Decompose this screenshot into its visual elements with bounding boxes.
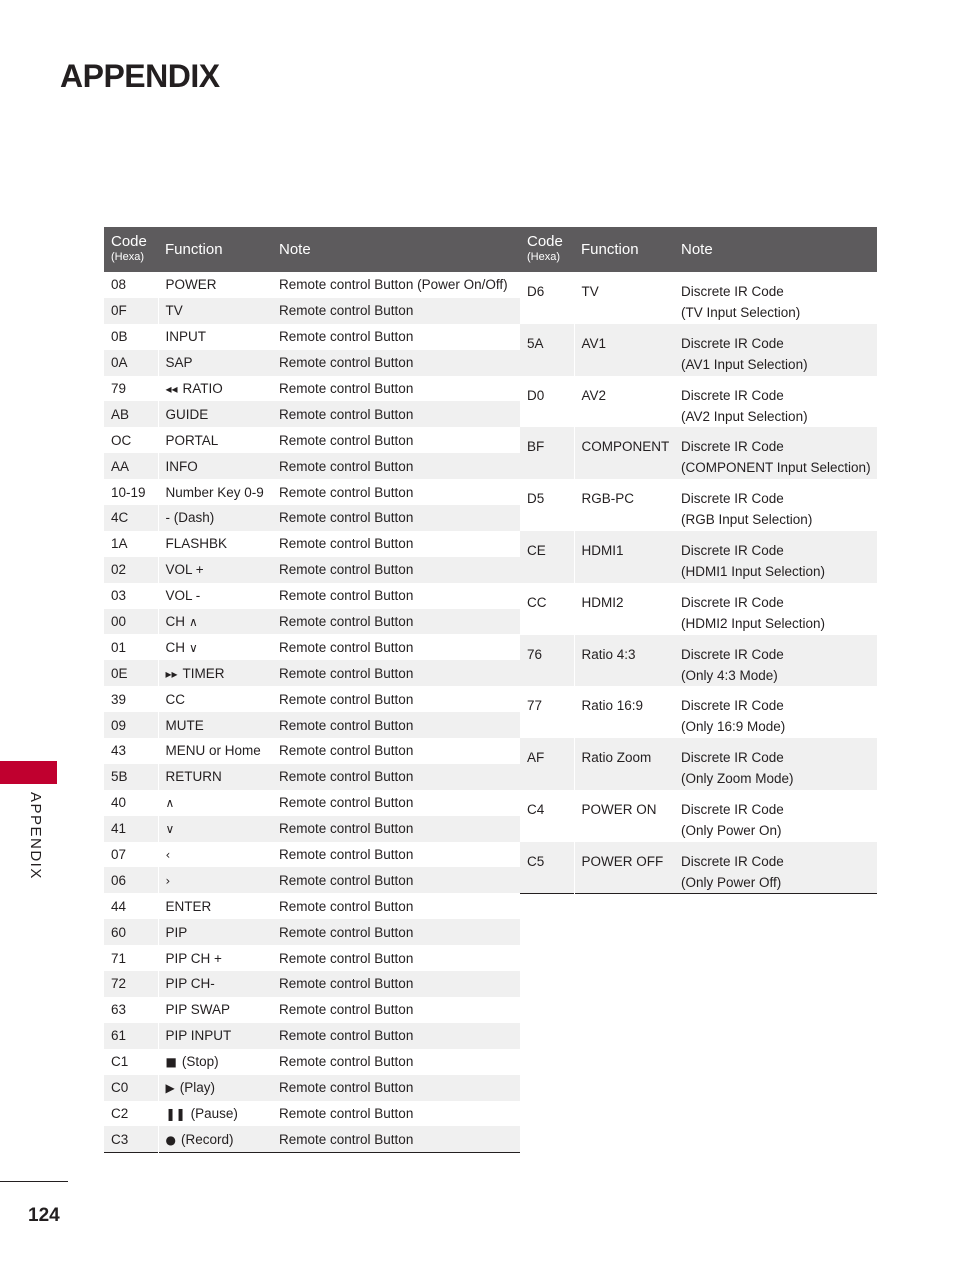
note-cell	[674, 583, 877, 635]
function-label: (Record)	[180, 1131, 234, 1147]
code-cell: 1A	[104, 531, 158, 557]
page-divider	[0, 1181, 68, 1182]
function-label: PIP CH +	[165, 950, 222, 966]
function-cell	[158, 634, 272, 660]
play-icon: ▶	[165, 1081, 175, 1096]
function-label: CH	[165, 639, 185, 655]
function-cell	[158, 842, 272, 868]
note-detail: (AV1 Input Selection)	[681, 356, 808, 372]
function-label: RATIO	[182, 381, 223, 396]
note-line: Discrete IR Code	[681, 646, 784, 662]
note-cell: Remote control Button	[272, 609, 520, 635]
code-cell: BF	[520, 427, 574, 479]
note-detail: (Only 16:9 Mode)	[681, 719, 786, 735]
table-row	[104, 660, 520, 686]
code-cell: 76	[520, 635, 574, 687]
table-row	[104, 350, 520, 376]
note-cell: Remote control Button	[279, 588, 414, 604]
table-row	[104, 505, 520, 531]
note-cell: Remote control Button	[279, 536, 414, 552]
function-label: CC	[165, 691, 185, 707]
code-cell: 77	[520, 686, 574, 738]
code-cell: 0B	[104, 324, 158, 350]
code-cell: 02	[104, 557, 158, 583]
code-cell: 72	[104, 971, 158, 997]
table-row	[104, 867, 520, 893]
code-cell: AB	[104, 401, 158, 427]
function-cell	[158, 427, 272, 453]
note-cell: Remote control Button	[272, 1075, 520, 1101]
header-code: Code (Hexa)	[104, 227, 158, 272]
header-note: Note	[674, 227, 877, 272]
chevron-up-icon: ∧	[165, 796, 175, 811]
note-cell: Remote control Button	[272, 505, 520, 531]
function-label: GUIDE	[165, 406, 209, 422]
pause-icon: ❚❚	[165, 1106, 186, 1121]
note-detail: (TV Input Selection)	[681, 305, 801, 320]
note-cell: Remote control Button	[272, 350, 520, 376]
note-cell: Remote control Button	[279, 950, 414, 966]
code-cell: D0	[520, 376, 574, 428]
code-cell: 00	[104, 609, 158, 635]
ir-code-table-left	[104, 227, 520, 1153]
table-row	[104, 376, 520, 402]
note-cell: Remote control Button	[279, 1105, 414, 1121]
table-row	[104, 1049, 520, 1075]
code-cell: C5	[520, 842, 574, 894]
function-label: - (Dash)	[165, 510, 215, 526]
note-detail: (Only 4:3 Mode)	[681, 667, 778, 683]
function-cell	[158, 324, 272, 350]
table-row	[104, 842, 520, 868]
code-cell: C1	[104, 1049, 158, 1075]
function-cell	[158, 893, 272, 919]
function-cell	[158, 531, 272, 557]
function-label: VOL -	[165, 588, 201, 604]
header-note: Note	[272, 227, 520, 272]
note-cell	[674, 272, 877, 324]
table-row	[104, 609, 520, 635]
chevron-up-icon: ∧	[189, 615, 198, 630]
function-cell	[158, 945, 272, 971]
function-label: (Play)	[179, 1080, 215, 1096]
function-label: INPUT	[165, 329, 206, 345]
function-cell	[158, 376, 272, 402]
function-cell	[158, 479, 272, 505]
code-cell: 4C	[104, 505, 158, 531]
function-cell	[158, 401, 272, 427]
function-cell	[158, 764, 272, 790]
note-cell: Remote control Button	[272, 660, 520, 686]
note-cell	[674, 790, 877, 842]
code-cell: 39	[104, 686, 158, 712]
table-row	[520, 427, 877, 479]
function-cell: POWER OFF	[574, 842, 674, 894]
table-row	[520, 790, 877, 842]
function-cell	[158, 453, 272, 479]
table-row	[104, 427, 520, 453]
table-row	[104, 997, 520, 1023]
note-cell: Remote control Button	[279, 847, 414, 863]
code-cell: 0E	[104, 660, 158, 686]
function-cell	[158, 1101, 272, 1127]
table-row	[104, 1126, 520, 1152]
note-detail: (HDMI1 Input Selection)	[681, 563, 826, 579]
code-cell: 0F	[104, 298, 158, 324]
note-cell: Remote control Button	[279, 898, 414, 914]
side-section-label: APPENDIX	[27, 792, 44, 880]
table-row	[520, 583, 877, 635]
fast-forward-icon: ▸▸	[165, 666, 178, 681]
note-cell: Remote control Button	[279, 432, 414, 448]
function-cell	[158, 557, 272, 583]
function-cell	[158, 505, 272, 531]
code-cell: 06	[104, 867, 158, 893]
section-tab-marker	[0, 761, 57, 784]
function-cell: RGB-PC	[581, 491, 635, 507]
table-row	[104, 1023, 520, 1049]
note-cell	[674, 738, 877, 790]
function-cell	[158, 350, 272, 376]
note-cell	[674, 427, 877, 479]
function-cell	[158, 816, 272, 842]
note-detail: (Only Power On)	[681, 822, 782, 838]
ir-code-table-right	[520, 227, 877, 894]
note-line: Discrete IR Code	[681, 698, 784, 714]
note-cell: Remote control Button	[279, 329, 414, 345]
table-row	[104, 712, 520, 738]
note-cell: Remote control Button	[272, 298, 520, 324]
function-cell	[158, 867, 272, 893]
code-cell: CC	[520, 583, 574, 635]
code-cell: 43	[104, 738, 158, 764]
note-cell: Remote control Button	[279, 1054, 414, 1070]
note-cell	[674, 479, 877, 531]
table-row	[520, 324, 877, 376]
note-line: Discrete IR Code	[681, 284, 784, 299]
note-cell	[674, 324, 877, 376]
code-cell: 63	[104, 997, 158, 1023]
table-row	[104, 738, 520, 764]
function-cell	[158, 919, 272, 945]
table-row	[104, 945, 520, 971]
code-cell: 09	[104, 712, 158, 738]
code-cell: C4	[520, 790, 574, 842]
rewind-icon: ◂◂	[165, 382, 178, 396]
function-label: PIP SWAP	[165, 1002, 231, 1018]
page-title: APPENDIX	[60, 58, 220, 94]
function-label: PORTAL	[165, 432, 219, 448]
code-cell: 79	[104, 376, 158, 402]
code-cell: 07	[104, 842, 158, 868]
function-cell: AV1	[574, 324, 674, 376]
function-cell: Ratio 16:9	[581, 698, 644, 714]
table-row	[104, 272, 520, 298]
function-cell: COMPONENT	[574, 427, 674, 479]
note-detail: (Only Zoom Mode)	[681, 771, 794, 787]
function-label: Number Key 0-9	[165, 484, 264, 500]
table-row	[104, 298, 520, 324]
function-cell	[158, 1075, 272, 1101]
function-label: PIP INPUT	[165, 1028, 232, 1044]
function-cell	[158, 1023, 272, 1049]
note-cell: Remote control Button	[279, 381, 414, 396]
header-function: Function	[574, 227, 674, 272]
note-cell: Remote control Button	[279, 639, 414, 655]
table-row	[520, 376, 877, 428]
note-cell	[674, 635, 877, 687]
code-cell: C2	[104, 1101, 158, 1127]
code-cell: 0A	[104, 350, 158, 376]
table-row	[104, 790, 520, 816]
note-cell: Remote control Button	[279, 795, 414, 811]
code-cell: AA	[104, 453, 158, 479]
note-line: Discrete IR Code	[681, 750, 784, 766]
note-line: Discrete IR Code	[681, 387, 784, 403]
code-cell: 08	[104, 272, 158, 298]
code-cell: 44	[104, 893, 158, 919]
table-row	[104, 531, 520, 557]
table-row	[104, 764, 520, 790]
note-cell: Remote control Button	[272, 1023, 520, 1049]
code-cell: 61	[104, 1023, 158, 1049]
note-detail: (AV2 Input Selection)	[681, 408, 808, 424]
table-row	[520, 738, 877, 790]
note-cell	[674, 531, 877, 583]
function-label: PIP	[165, 924, 188, 940]
function-cell	[158, 1126, 272, 1152]
function-label: PIP CH-	[165, 976, 215, 992]
table-row	[104, 686, 520, 712]
function-cell	[158, 790, 272, 816]
function-label: CH	[165, 614, 185, 630]
note-cell	[674, 686, 877, 738]
table-row	[104, 1101, 520, 1127]
note-line: Discrete IR Code	[681, 594, 784, 610]
function-label: MUTE	[165, 717, 204, 733]
page-number: 124	[28, 1205, 60, 1226]
function-cell	[158, 971, 272, 997]
function-label: (Pause)	[190, 1105, 238, 1121]
chevron-down-icon: ∨	[189, 640, 198, 655]
function-cell	[158, 609, 272, 635]
note-detail: (RGB Input Selection)	[681, 512, 813, 528]
function-cell: HDMI1	[574, 531, 674, 583]
note-cell	[674, 842, 877, 894]
code-cell: AF	[520, 738, 574, 790]
function-label: ENTER	[165, 898, 212, 914]
code-cell: 03	[104, 583, 158, 609]
note-line: Discrete IR Code	[681, 491, 784, 507]
code-cell: 01	[104, 634, 158, 660]
table-row	[104, 816, 520, 842]
code-cell: 5B	[104, 764, 158, 790]
function-cell: Ratio 4:3	[574, 635, 674, 687]
code-cell: C0	[104, 1075, 158, 1101]
function-cell	[158, 660, 272, 686]
function-label: VOL +	[165, 562, 204, 578]
code-cell: 60	[104, 919, 158, 945]
function-cell: POWER ON	[581, 801, 657, 817]
header-function: Function	[158, 227, 272, 272]
note-cell: Remote control Button (Power On/Off)	[279, 277, 508, 293]
function-label: MENU or Home	[165, 743, 261, 759]
code-cell: D5	[520, 479, 574, 531]
stop-icon: ■	[165, 1055, 177, 1070]
note-cell: Remote control Button	[279, 743, 414, 759]
note-cell: Remote control Button	[272, 816, 520, 842]
table-row	[104, 401, 520, 427]
function-cell	[158, 298, 272, 324]
function-label: FLASHBK	[165, 536, 228, 552]
function-cell	[158, 712, 272, 738]
note-detail: (Only Power Off)	[681, 874, 782, 890]
table-row	[520, 479, 877, 531]
note-cell: Remote control Button	[272, 401, 520, 427]
note-line: Discrete IR Code	[681, 853, 784, 869]
code-cell: 40	[104, 790, 158, 816]
table-row	[104, 583, 520, 609]
table-row	[104, 324, 520, 350]
note-cell: Remote control Button	[272, 1126, 520, 1152]
function-label: RETURN	[165, 769, 222, 785]
record-icon: ●	[165, 1132, 176, 1147]
function-label: POWER	[165, 277, 217, 293]
note-cell	[674, 376, 877, 428]
note-cell: Remote control Button	[272, 971, 520, 997]
function-cell: TV	[581, 284, 599, 299]
note-cell: Remote control Button	[272, 867, 520, 893]
table-row	[104, 919, 520, 945]
code-cell: CE	[520, 531, 574, 583]
chevron-right-icon: ›	[165, 873, 171, 888]
function-cell	[158, 272, 272, 298]
function-cell	[158, 997, 272, 1023]
function-cell	[158, 583, 272, 609]
note-cell: Remote control Button	[279, 484, 414, 500]
code-cell: 41	[104, 816, 158, 842]
note-cell: Remote control Button	[272, 764, 520, 790]
function-label: TV	[165, 303, 183, 319]
function-label: TIMER	[182, 665, 225, 681]
code-cell: 5A	[520, 324, 574, 376]
note-cell: Remote control Button	[279, 1002, 414, 1018]
table-row	[104, 557, 520, 583]
table-row	[104, 971, 520, 997]
note-line: Discrete IR Code	[681, 335, 784, 351]
code-cell: C3	[104, 1126, 158, 1152]
note-detail: (COMPONENT Input Selection)	[681, 460, 871, 476]
table-row	[104, 893, 520, 919]
note-line: Discrete IR Code	[681, 439, 784, 455]
function-label: (Stop)	[181, 1054, 219, 1070]
function-cell	[158, 686, 272, 712]
note-cell: Remote control Button	[272, 453, 520, 479]
table-row	[104, 453, 520, 479]
function-cell	[158, 738, 272, 764]
table-row	[104, 634, 520, 660]
table-row	[520, 272, 877, 324]
note-line: Discrete IR Code	[681, 542, 784, 558]
function-cell: AV2	[581, 387, 607, 403]
table-row	[104, 479, 520, 505]
code-cell: 10-19	[104, 479, 158, 505]
note-cell: Remote control Button	[272, 919, 520, 945]
note-cell: Remote control Button	[272, 712, 520, 738]
table-row	[104, 1075, 520, 1101]
table-row	[520, 686, 877, 738]
note-detail: (HDMI2 Input Selection)	[681, 615, 826, 631]
function-cell: HDMI2	[581, 594, 624, 610]
chevron-left-icon: ‹	[165, 848, 171, 863]
note-cell: Remote control Button	[279, 691, 414, 707]
note-cell: Remote control Button	[272, 557, 520, 583]
function-cell: Ratio Zoom	[574, 738, 674, 790]
table-row	[520, 842, 877, 894]
header-code: Code (Hexa)	[520, 227, 574, 272]
code-cell: 71	[104, 945, 158, 971]
function-label: INFO	[165, 458, 198, 474]
code-cell: OC	[104, 427, 158, 453]
chevron-down-icon: ∨	[165, 822, 175, 837]
function-label: SAP	[165, 355, 193, 371]
table-row	[520, 531, 877, 583]
note-line: Discrete IR Code	[681, 801, 784, 817]
code-cell: D6	[520, 272, 574, 324]
table-row	[520, 635, 877, 687]
function-cell	[158, 1049, 272, 1075]
